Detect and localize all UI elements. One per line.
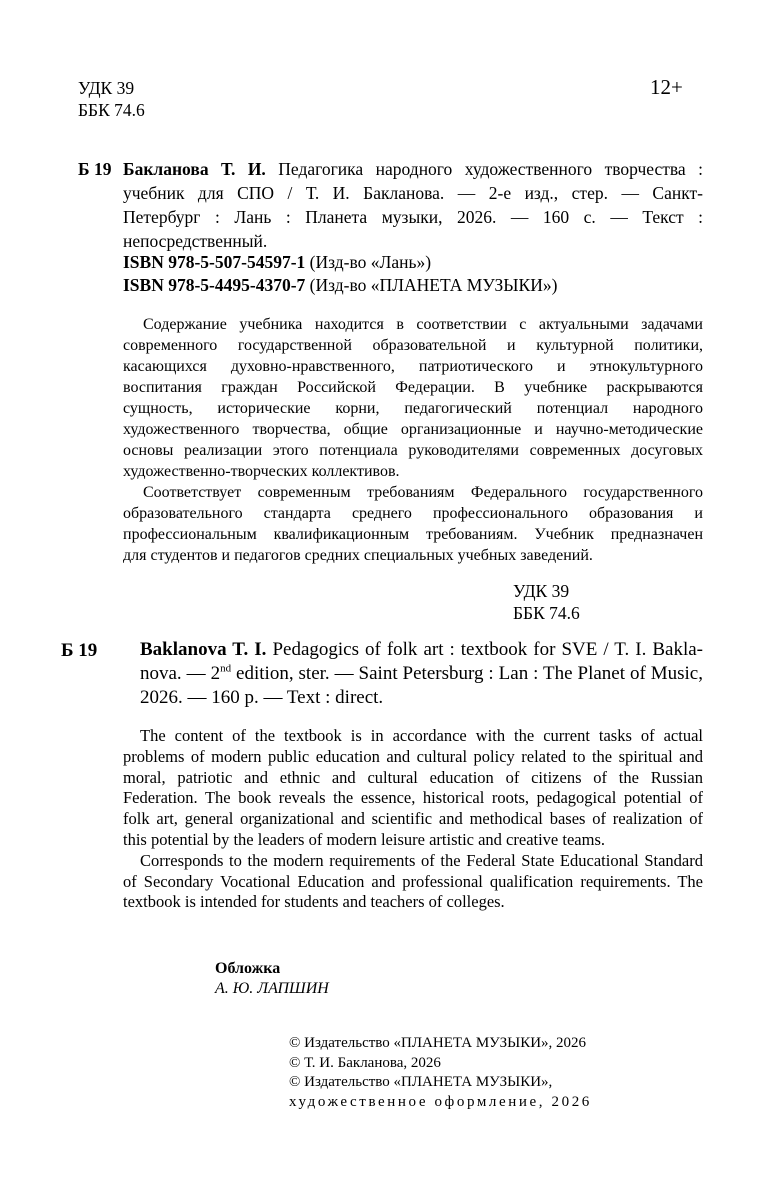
ru-entry-author: Бакланова Т. И. (123, 159, 266, 179)
en-entry-line-1: Baklanova T. I. Pedagogics of folk art : textbook for SVE / T. I. Bakla- (140, 639, 703, 660)
ru-bibliographic-entry (123, 157, 703, 253)
copyright-block (289, 1034, 592, 1112)
copyright-line: художественное оформление, 2026 (289, 1093, 592, 1110)
ru-entry-line-2: учебник для СПО / Т. И. Бакланова. — 2-е изд., стер. — Санкт- (123, 183, 703, 203)
ru-abstract-paragraph-1: Содержание учебника находится в соответствии с актуальными задачами современного государственной образовательной и культурной политики, касающихся духовно-нравственного, патриотического и этнокультурного воспитания граждан Российской Федерации. В учебнике раскрываются сущность, исторические корни, педагогический потенциал народного художественного творчества, общие организационные и научно-методические основы реализации этого потенциала руководителями современных досуговых художественно-творческих коллективов. (123, 316, 703, 480)
udk-code: УДК 39 (78, 78, 135, 98)
en-entry-author: Baklanova T. I. (140, 639, 267, 660)
en-entry-line-2: nova. — 2nd edition, ster. — Saint Petersburg : Lan : The Planet of Music, (140, 662, 703, 684)
en-abstract-paragraph-2: Corresponds to the modern requirements of the Federal State Educational Standard of Secondary Vocational Education and professional qualification requirements. The textbook is intended for students and teachers of colleges. (123, 850, 703, 912)
en-abstract (123, 726, 703, 913)
isbn-lan: ISBN 978-5-507-54597-1 (Изд-во «Лань») (123, 252, 432, 272)
ru-abstract-paragraph-2: Соответствует современным требованиям Федерального государственного образовательного стандарта среднего профессионального образования и профессиональным квалификационным требованиям. Учебник предназначен для студентов и педагогов средних специальных учебных заведений. (123, 484, 703, 564)
ru-entry-code: Б 19 (78, 159, 112, 179)
en-bibliographic-entry (140, 638, 703, 710)
bbk-code: ББК 74.6 (78, 100, 145, 120)
bbk-code-en: ББК 74.6 (513, 603, 580, 623)
ru-entry-line-4: непосредственный. (123, 231, 268, 251)
en-abstract-paragraph-1: The content of the textbook is in accordance with the current tasks of actual problems of modern public education and cultural policy related to the spiritual and moral, patriotic and ethnic and cultural education of citizens of the Russian Federation. The book reveals the essence, historical roots, pedagogical potential of folk art, general organizational and scientific and methodical bases of realization of this potential by the leaders of modern leisure artistic and creative teams. (123, 726, 703, 849)
ru-entry-line-3: Петербург : Лань : Планета музыки, 2026. — 160 с. — Текст : (123, 207, 703, 227)
en-entry-line-3: 2026. — 160 p. — Text : direct. (140, 687, 384, 708)
ru-entry-line-1: Бакланова Т. И. Педагогика народного художественного творчества : (123, 159, 703, 179)
cover-label: Обложка (215, 960, 281, 977)
cover-artist: А. Ю. ЛАПШИН (215, 980, 329, 997)
copyright-line: © Издательство «ПЛАНЕТА МУЗЫКИ», 2026 (289, 1035, 587, 1051)
copyright-line: © Т. И. Бакланова, 2026 (289, 1054, 441, 1071)
en-entry-code: Б 19 (61, 640, 98, 661)
isbn-planeta: ISBN 978-5-4495-4370-7 (Изд-во «ПЛАНЕТА МУЗЫКИ») (123, 275, 558, 295)
udk-code-en: УДК 39 (513, 581, 570, 601)
age-rating: 12+ (650, 75, 683, 99)
copyright-line: © Издательство «ПЛАНЕТА МУЗЫКИ», (289, 1074, 553, 1090)
ru-abstract (123, 314, 703, 566)
